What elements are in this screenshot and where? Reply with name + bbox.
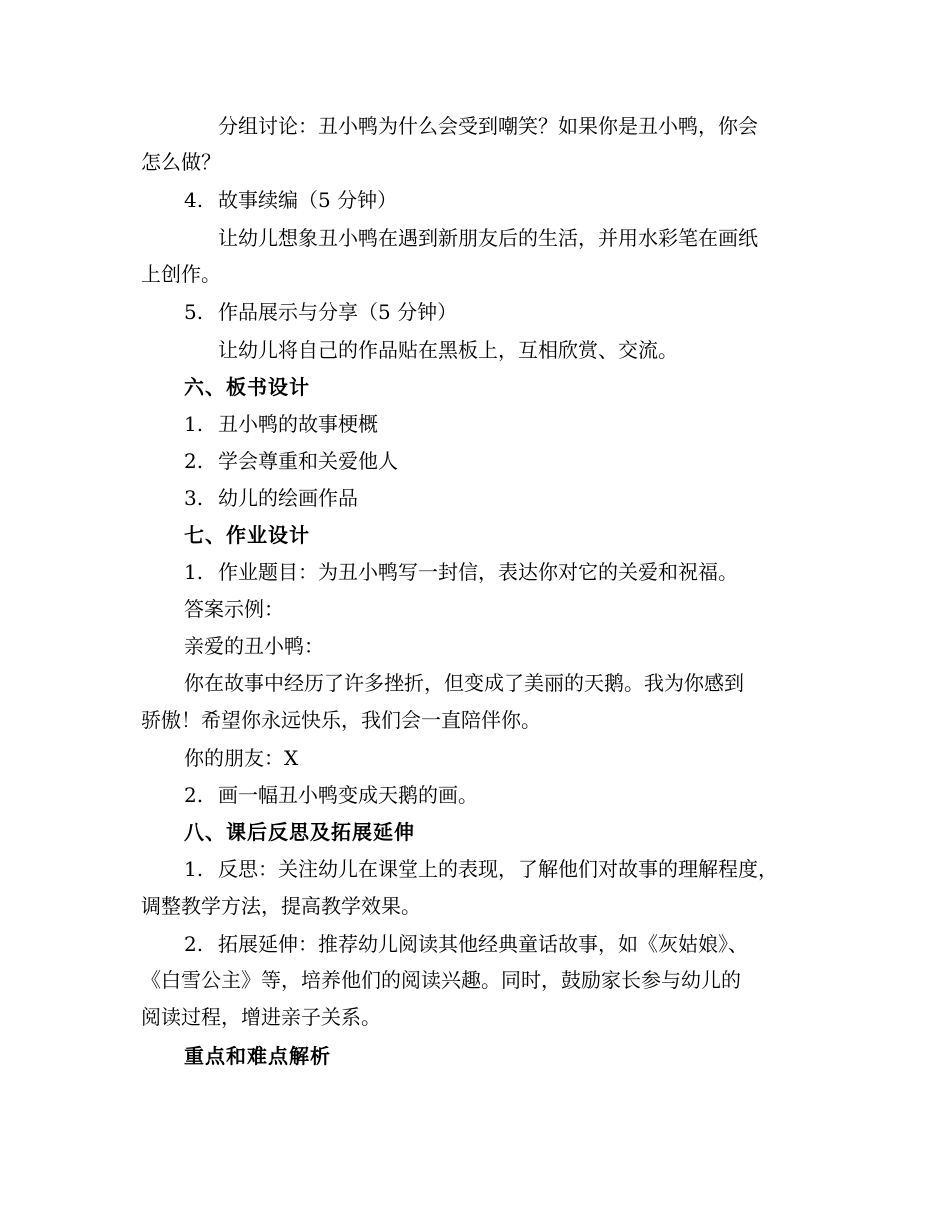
step-4-title	[184, 190, 950, 210]
section-7-item-1	[184, 562, 950, 582]
list-text: 学会尊重和关爱他人	[218, 449, 398, 473]
section-8-item-1-line-1	[184, 859, 950, 879]
list-number: 2.	[184, 783, 204, 807]
list-number: 2.	[184, 932, 204, 956]
section-6-heading: 六、板书设计	[184, 375, 310, 399]
step-4-text: 故事续编（5 分钟）	[218, 188, 398, 212]
step-4-desc-line-1: 让幼儿想象丑小鸭在遇到新朋友后的生活，并用水彩笔在画纸	[218, 226, 758, 250]
section-7-heading: 七、作业设计	[184, 523, 310, 547]
letter-line-2: 骄傲！希望你永远快乐，我们会一直陪伴你。	[141, 708, 541, 732]
step-4-number: 4.	[184, 188, 204, 212]
list-text: 拓展延伸：推荐幼儿阅读其他经典童话故事，如《灰姑娘》、	[218, 932, 748, 956]
step-4-desc-line-2: 上创作。	[141, 262, 221, 286]
step-5-desc: 让幼儿将自己的作品贴在黑板上，互相欣赏、交流。	[218, 338, 678, 362]
list-number: 1.	[184, 412, 204, 436]
section-6-item-3	[184, 488, 950, 508]
list-number: 3.	[184, 486, 204, 510]
answer-label: 答案示例：	[184, 597, 284, 621]
list-number: 2.	[184, 449, 204, 473]
section-8-item-2-line-1	[184, 934, 950, 954]
list-text: 反思：关注幼儿在课堂上的表现，了解他们对故事的理解程度，	[218, 857, 778, 881]
key-points-heading: 重点和难点解析	[184, 1044, 331, 1068]
section-6-item-1	[184, 414, 950, 434]
step-5-title	[184, 302, 950, 322]
section-8-item-1-line-2: 调整教学方法，提高教学效果。	[141, 894, 421, 918]
section-8-item-2-line-3: 阅读过程，增进亲子关系。	[141, 1005, 381, 1029]
discussion-line-2: 怎么做？	[141, 150, 221, 174]
list-text: 丑小鸭的故事梗概	[218, 412, 378, 436]
step-5-text: 作品展示与分享（5 分钟）	[218, 300, 458, 324]
section-6-item-2	[184, 451, 950, 471]
letter-line-1: 你在故事中经历了许多挫折，但变成了美丽的天鹅。我为你感到	[184, 671, 744, 695]
section-8-item-2-line-2: 《白雪公主》等，培养他们的阅读兴趣。同时，鼓励家长参与幼儿的	[141, 968, 741, 992]
discussion-line-1: 分组讨论：丑小鸭为什么会受到嘲笑？如果你是丑小鸭，你会	[218, 114, 758, 138]
section-7-item-2	[184, 785, 950, 805]
letter-signature: 你的朋友：X	[184, 746, 299, 770]
list-text: 画一幅丑小鸭变成天鹅的画。	[218, 783, 478, 807]
list-number: 1.	[184, 857, 204, 881]
step-5-number: 5.	[184, 300, 204, 324]
list-text: 幼儿的绘画作品	[218, 486, 358, 510]
list-number: 1.	[184, 560, 204, 584]
list-text: 作业题目：为丑小鸭写一封信，表达你对它的关爱和祝福。	[218, 560, 738, 584]
letter-salutation: 亲爱的丑小鸭：	[184, 634, 324, 658]
section-8-heading: 八、课后反思及拓展延伸	[184, 820, 415, 844]
